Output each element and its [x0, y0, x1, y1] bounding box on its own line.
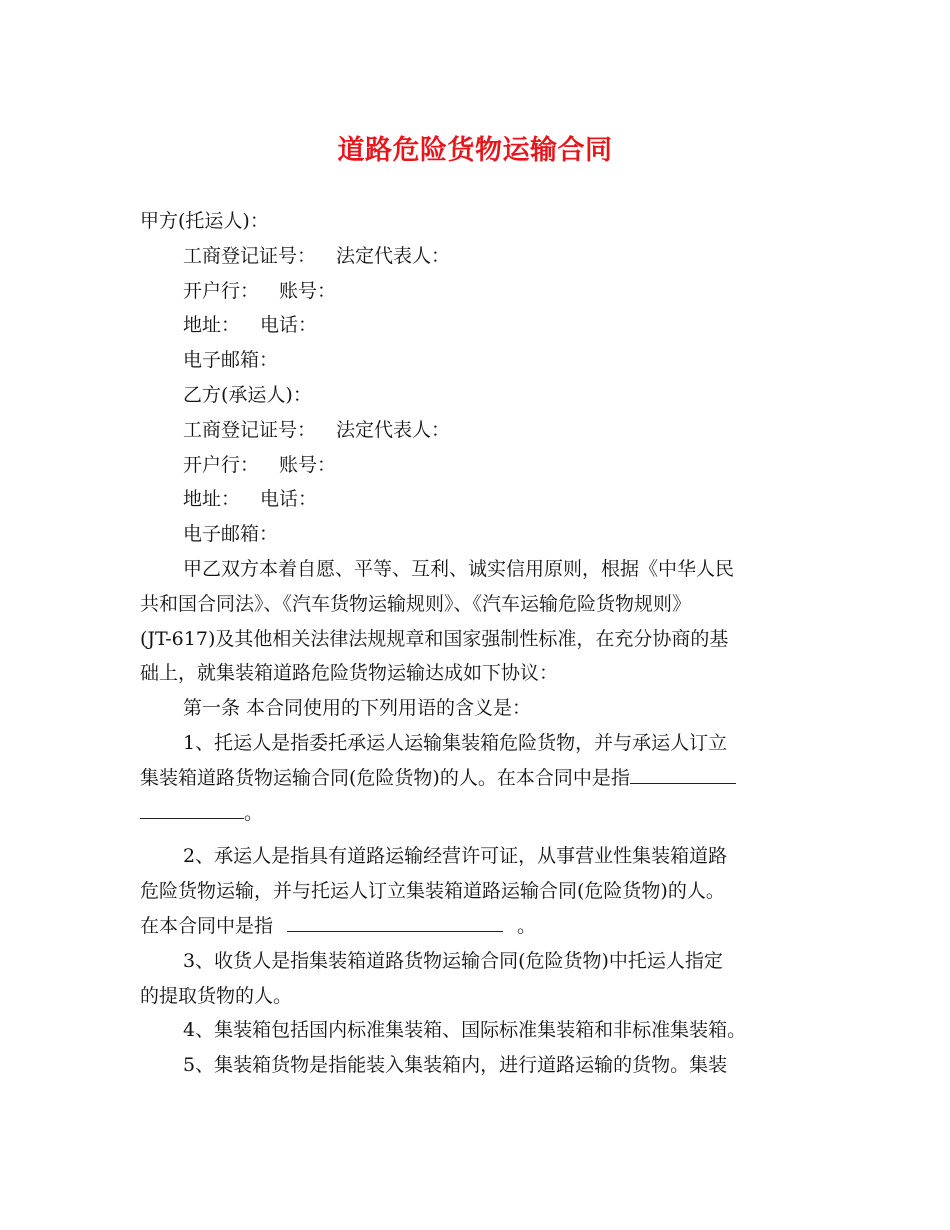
- party-b-bank-line: [140, 448, 812, 483]
- party-a-bank-label: 开户行：: [183, 279, 260, 302]
- item-3-line-2: 的提取货物的人。: [140, 984, 293, 1007]
- party-a-email-label: 电子邮箱：: [183, 349, 279, 372]
- party-a-header: 甲方(托运人)：: [140, 210, 269, 232]
- item-1-blank-b: [140, 798, 244, 819]
- item-2-line-3: [140, 909, 812, 944]
- party-b-legal-rep-label: 法定代表人：: [336, 418, 451, 441]
- party-b-address-label: 地址：: [183, 488, 241, 511]
- item-2-line-1: 2、承运人是指具有道路运输经营许可证，从事营业性集装箱道路: [183, 845, 728, 868]
- item-5-line-1: 5、集装箱货物是指能装入集装箱内，进行道路运输的货物。集装: [183, 1054, 728, 1077]
- item-2-end: 。: [517, 914, 537, 937]
- item-2-text: 在本合同中是指: [140, 914, 274, 937]
- preamble-line-2: 共和国合同法》、《汽车货物运输规则》、《汽车运输危险货物规则》: [140, 592, 692, 615]
- party-a-legal-rep-label: 法定代表人：: [336, 244, 451, 267]
- party-b-header: 乙方(承运人)：: [183, 383, 312, 406]
- party-a-account-label: 账号：: [279, 279, 337, 302]
- item-3-line-1: 3、收货人是指集装箱道路货物运输合同(危险货物)中托运人指定: [183, 949, 723, 972]
- item-1-line-2: [140, 761, 812, 796]
- item-1-blank-a: [630, 763, 736, 784]
- party-a-phone-label: 电话：: [260, 314, 318, 337]
- article-1-title: 第一条 本合同使用的下列用语的含义是：: [183, 697, 532, 720]
- party-a-reg-line: [140, 239, 812, 274]
- item-1-line-3: [140, 796, 812, 831]
- party-b-bank-label: 开户行：: [183, 453, 260, 476]
- party-b-email-label: 电子邮箱：: [183, 523, 279, 546]
- item-2-blank: [287, 911, 503, 932]
- party-a-address-label: 地址：: [183, 314, 241, 337]
- preamble-line-1: 甲乙双方本着自愿、平等、互利、诚实信用原则，根据《中华人民: [183, 557, 735, 580]
- item-1-text: 集装箱道路货物运输合同(危险货物)的人。在本合同中是指: [140, 766, 630, 789]
- party-b-phone-label: 电话：: [260, 488, 318, 511]
- party-a-reg-no-label: 工商登记证号：: [183, 244, 317, 267]
- document-body: [140, 204, 812, 1083]
- party-b-address-line: [140, 482, 812, 517]
- document-title: 道路危险货物运输合同: [337, 135, 613, 166]
- party-b-reg-line: [140, 413, 812, 448]
- party-a-address-line: [140, 308, 812, 343]
- preamble-line-4: 础上，就集装箱道路危险货物运输达成如下协议：: [140, 662, 559, 685]
- item-1-line-1: 1、托运人是指委托承运人运输集装箱危险货物，并与承运人订立: [183, 731, 728, 754]
- preamble-line-3: (JT-617)及其他相关法律法规规章和国家强制性标准，在充分协商的基: [140, 627, 729, 650]
- party-b-account-label: 账号：: [279, 453, 337, 476]
- item-4-line-1: 4、集装箱包括国内标准集装箱、国际标准集装箱和非标准集装箱。: [183, 1019, 747, 1042]
- party-a-bank-line: [140, 274, 812, 309]
- party-b-reg-no-label: 工商登记证号：: [183, 418, 317, 441]
- item-1-end: 。: [244, 801, 264, 824]
- item-2-line-2: 危险货物运输，并与托运人订立集装箱道路运输合同(危险货物)的人。: [140, 880, 725, 903]
